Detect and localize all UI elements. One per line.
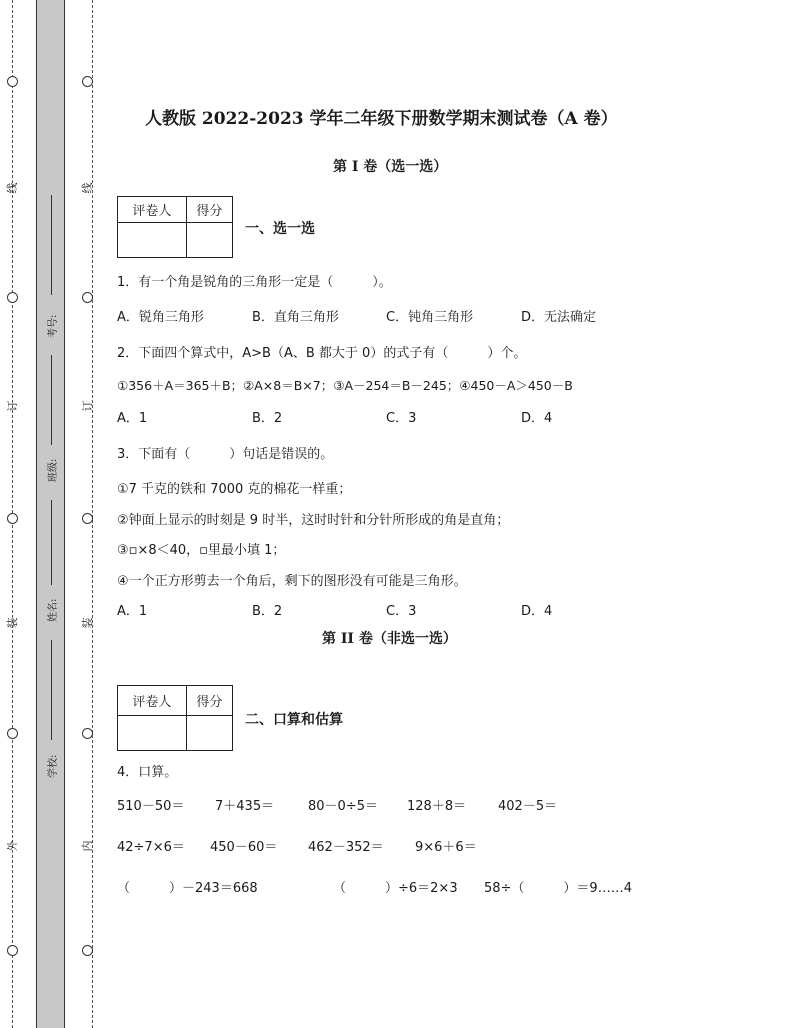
field-label-class: 班级: [48, 458, 59, 482]
binding-hole-icon [82, 292, 93, 303]
inner-dashed-line [92, 0, 93, 1028]
q3-option-c[interactable]: C．3 [386, 604, 417, 619]
score-cell[interactable] [186, 223, 232, 258]
q1-option-c[interactable]: C．钝角三角形 [386, 310, 474, 325]
binding-hole-icon [82, 945, 93, 956]
field-label-exam-number: 考号: [48, 314, 59, 338]
q2-option-a[interactable]: A．1 [117, 411, 148, 426]
section1-title: 一、选一选 [245, 221, 315, 237]
grader-cell[interactable] [118, 716, 187, 751]
score-header: 得分 [186, 197, 232, 223]
q4-fill-item: （ ）－243＝668 [117, 881, 258, 896]
grade-table [117, 196, 233, 258]
part2-title: 第 II 卷（非选一选） [322, 631, 457, 647]
grader-header: 评卷人 [118, 686, 187, 716]
binding-hole-icon [82, 728, 93, 739]
strip-right-edge [64, 0, 65, 1028]
section2-title: 二、口算和估算 [245, 712, 343, 728]
score-cell[interactable] [186, 716, 232, 751]
q1-stem: 1．有一个角是锐角的三角形一定是（ ）。 [117, 275, 392, 290]
margin-char-ding: 订 [81, 400, 94, 412]
binding-hole-icon [82, 76, 93, 87]
margin-char-xian: 线 [81, 182, 94, 194]
q4-calc-item: 7＋435＝ [215, 799, 275, 814]
margin-char-zhuang: 装 [6, 617, 19, 629]
binding-hole-icon [82, 513, 93, 524]
binding-hole-icon [7, 945, 18, 956]
q1-option-b[interactable]: B．直角三角形 [252, 310, 339, 325]
q4-calc-item: 9×6＋6＝ [415, 840, 477, 855]
q4-calc-item: 42÷7×6＝ [117, 840, 185, 855]
q2-option-d[interactable]: D．4 [521, 411, 553, 426]
q3-item: ①7 千克的铁和 7000 克的棉花一样重； [117, 482, 352, 497]
grade-table [117, 685, 233, 751]
q3-option-d[interactable]: D．4 [521, 604, 553, 619]
q2-option-c[interactable]: C．3 [386, 411, 417, 426]
q3-item: ③▫×8＜40，▫里最小填 1； [117, 543, 286, 558]
school-input-line[interactable] [51, 640, 52, 740]
margin-char-zhuang: 装 [81, 617, 94, 629]
field-label-name: 姓名: [48, 598, 59, 622]
q3-option-b[interactable]: B．2 [252, 604, 283, 619]
q4-calc-item: 462－352＝ [308, 840, 384, 855]
q3-stem: 3．下面有（ ）句话是错误的。 [117, 447, 334, 462]
binding-hole-icon [7, 513, 18, 524]
q2-option-b[interactable]: B．2 [252, 411, 283, 426]
q4-calc-item: 402－5＝ [498, 799, 558, 814]
part1-title: 第 I 卷（选一选） [333, 159, 448, 175]
margin-char-ding: 订 [6, 400, 19, 412]
q3-item: ④一个正方形剪去一个角后，剩下的图形没有可能是三角形。 [117, 574, 467, 589]
q2-stem: 2．下面四个算式中，A>B（A、B 都大于 0）的式子有（ ）个。 [117, 346, 527, 361]
binding-hole-icon [7, 76, 18, 87]
class-input-line[interactable] [51, 355, 52, 445]
name-input-line[interactable] [51, 500, 52, 585]
q3-item: ②钟面上显示的时刻是 9 时半，这时时针和分针所形成的角是直角； [117, 513, 510, 528]
q1-option-a[interactable]: A．锐角三角形 [117, 310, 204, 325]
grader-cell[interactable] [118, 223, 187, 258]
q4-calc-item: 128＋8＝ [407, 799, 467, 814]
q1-option-d[interactable]: D．无法确定 [521, 310, 597, 325]
q4-fill-item: （ ）÷6＝2×3 [333, 881, 458, 896]
field-label-school: 学校: [48, 754, 59, 778]
binding-hole-icon [7, 292, 18, 303]
margin-char-wai: 外 [6, 840, 19, 852]
q4-calc-item: 510－50＝ [117, 799, 185, 814]
page-title: 人教版 2022-2023 学年二年级下册数学期末测试卷（A 卷） [145, 109, 618, 129]
q4-stem: 4．口算。 [117, 765, 178, 780]
grader-header: 评卷人 [118, 197, 187, 223]
margin-char-nei: 内 [81, 840, 94, 852]
score-header: 得分 [186, 686, 232, 716]
gray-binding-strip [36, 0, 64, 1028]
binding-hole-icon [7, 728, 18, 739]
margin-char-xian: 线 [6, 182, 19, 194]
q4-fill-item: 58÷（ ）＝9……4 [484, 881, 632, 896]
q2-expressions: ①356＋A＝365＋B；②A×8＝B×7；③A－254＝B－245；④450－A＞450－B [117, 378, 573, 393]
q3-option-a[interactable]: A．1 [117, 604, 148, 619]
exam-number-input-line[interactable] [51, 195, 52, 295]
q4-calc-item: 80－0÷5＝ [308, 799, 378, 814]
strip-left-edge [36, 0, 37, 1028]
q4-calc-item: 450－60＝ [210, 840, 278, 855]
